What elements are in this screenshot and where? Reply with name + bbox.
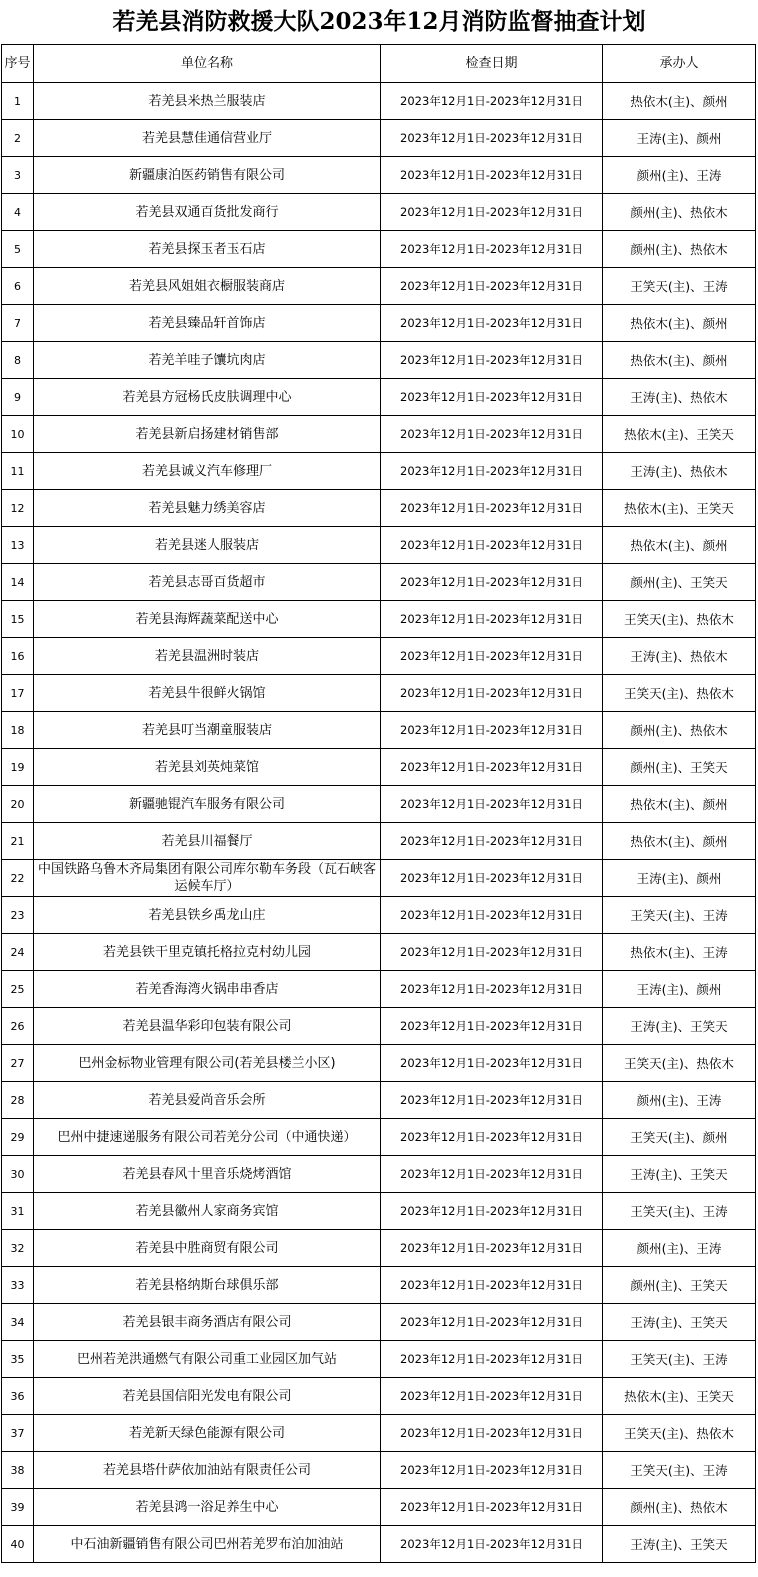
table-row — [2, 601, 756, 638]
person-in-charge-cell: 王笑天(主)、王涛 — [603, 1341, 756, 1378]
unit-name-cell: 新疆驰锟汽车服务有限公司 — [34, 786, 381, 823]
table-body — [2, 83, 756, 1563]
table-row — [2, 379, 756, 416]
person-in-charge-cell: 颜州(主)、热依木 — [603, 712, 756, 749]
unit-name-cell: 若羌县方冠杨氏皮肤调理中心 — [34, 379, 381, 416]
unit-name-cell: 若羌县双通百货批发商行 — [34, 194, 381, 231]
table-row — [2, 1045, 756, 1082]
table-row — [2, 231, 756, 268]
row-number: 38 — [2, 1452, 34, 1489]
row-number: 13 — [2, 527, 34, 564]
table-row — [2, 453, 756, 490]
unit-name-cell: 巴州若羌洪通燃气有限公司重工业园区加气站 — [34, 1341, 381, 1378]
person-in-charge-cell: 颜州(主)、王涛 — [603, 1082, 756, 1119]
person-in-charge-cell: 热依木(主)、王笑天 — [603, 1378, 756, 1415]
check-date-cell: 2023年12月1日-2023年12月31日 — [381, 1415, 603, 1452]
table-row — [2, 305, 756, 342]
row-number: 31 — [2, 1193, 34, 1230]
table-row — [2, 897, 756, 934]
check-date-cell: 2023年12月1日-2023年12月31日 — [381, 1526, 603, 1563]
row-number: 3 — [2, 157, 34, 194]
check-date-cell: 2023年12月1日-2023年12月31日 — [381, 379, 603, 416]
check-date-cell: 2023年12月1日-2023年12月31日 — [381, 675, 603, 712]
unit-name-cell: 若羌县中胜商贸有限公司 — [34, 1230, 381, 1267]
table-row — [2, 1378, 756, 1415]
person-in-charge-cell: 王涛(主)、热依木 — [603, 638, 756, 675]
table-row — [2, 1008, 756, 1045]
table-row — [2, 1526, 756, 1563]
check-date-cell: 2023年12月1日-2023年12月31日 — [381, 564, 603, 601]
check-date-cell: 2023年12月1日-2023年12月31日 — [381, 601, 603, 638]
check-date-cell: 2023年12月1日-2023年12月31日 — [381, 823, 603, 860]
row-number: 21 — [2, 823, 34, 860]
person-in-charge-cell: 王笑天(主)、王涛 — [603, 897, 756, 934]
person-in-charge-cell: 王涛(主)、热依木 — [603, 379, 756, 416]
row-number: 33 — [2, 1267, 34, 1304]
check-date-cell: 2023年12月1日-2023年12月31日 — [381, 1008, 603, 1045]
unit-name-cell: 若羌县爱尚音乐会所 — [34, 1082, 381, 1119]
check-date-cell: 2023年12月1日-2023年12月31日 — [381, 194, 603, 231]
unit-name-cell: 若羌县格纳斯台球俱乐部 — [34, 1267, 381, 1304]
row-number: 4 — [2, 194, 34, 231]
table-row — [2, 83, 756, 120]
row-number: 30 — [2, 1156, 34, 1193]
check-date-cell: 2023年12月1日-2023年12月31日 — [381, 1452, 603, 1489]
check-date-cell: 2023年12月1日-2023年12月31日 — [381, 1193, 603, 1230]
check-date-cell: 2023年12月1日-2023年12月31日 — [381, 157, 603, 194]
row-number: 20 — [2, 786, 34, 823]
row-number: 29 — [2, 1119, 34, 1156]
row-number: 23 — [2, 897, 34, 934]
unit-name-cell: 若羌县徽州人家商务宾馆 — [34, 1193, 381, 1230]
table-row — [2, 1304, 756, 1341]
row-number: 5 — [2, 231, 34, 268]
person-in-charge-cell: 王涛(主)、王笑天 — [603, 1526, 756, 1563]
header-date: 检查日期 — [381, 45, 603, 83]
check-date-cell: 2023年12月1日-2023年12月31日 — [381, 897, 603, 934]
unit-name-cell: 若羌县志哥百货超市 — [34, 564, 381, 601]
unit-name-cell: 若羌县川福餐厅 — [34, 823, 381, 860]
person-in-charge-cell: 热依木(主)、颜州 — [603, 527, 756, 564]
unit-name-cell: 若羌县塔什萨依加油站有限责任公司 — [34, 1452, 381, 1489]
row-number: 2 — [2, 120, 34, 157]
check-date-cell: 2023年12月1日-2023年12月31日 — [381, 934, 603, 971]
table-row — [2, 527, 756, 564]
person-in-charge-cell: 颜州(主)、热依木 — [603, 194, 756, 231]
table-row — [2, 934, 756, 971]
check-date-cell: 2023年12月1日-2023年12月31日 — [381, 83, 603, 120]
person-in-charge-cell: 热依木(主)、颜州 — [603, 786, 756, 823]
person-in-charge-cell: 热依木(主)、王涛 — [603, 934, 756, 971]
check-date-cell: 2023年12月1日-2023年12月31日 — [381, 453, 603, 490]
person-in-charge-cell: 王笑天(主)、王涛 — [603, 1452, 756, 1489]
check-date-cell: 2023年12月1日-2023年12月31日 — [381, 971, 603, 1008]
check-date-cell: 2023年12月1日-2023年12月31日 — [381, 749, 603, 786]
unit-name-cell: 若羌新天绿色能源有限公司 — [34, 1415, 381, 1452]
unit-name-cell: 若羌县新启扬建材销售部 — [34, 416, 381, 453]
check-date-cell: 2023年12月1日-2023年12月31日 — [381, 1119, 603, 1156]
check-date-cell: 2023年12月1日-2023年12月31日 — [381, 416, 603, 453]
check-date-cell: 2023年12月1日-2023年12月31日 — [381, 786, 603, 823]
check-date-cell: 2023年12月1日-2023年12月31日 — [381, 638, 603, 675]
row-number: 18 — [2, 712, 34, 749]
table-row — [2, 1230, 756, 1267]
person-in-charge-cell: 王涛(主)、王笑天 — [603, 1008, 756, 1045]
person-in-charge-cell: 王笑天(主)、热依木 — [603, 675, 756, 712]
row-number: 8 — [2, 342, 34, 379]
row-number: 14 — [2, 564, 34, 601]
row-number: 10 — [2, 416, 34, 453]
check-date-cell: 2023年12月1日-2023年12月31日 — [381, 1230, 603, 1267]
unit-name-cell: 若羌香海湾火锅串串香店 — [34, 971, 381, 1008]
person-in-charge-cell: 热依木(主)、王笑天 — [603, 490, 756, 527]
check-date-cell: 2023年12月1日-2023年12月31日 — [381, 305, 603, 342]
table-row — [2, 268, 756, 305]
person-in-charge-cell: 颜州(主)、王笑天 — [603, 564, 756, 601]
person-in-charge-cell: 王笑天(主)、热依木 — [603, 601, 756, 638]
row-number: 28 — [2, 1082, 34, 1119]
unit-name-cell: 若羌县国信阳光发电有限公司 — [34, 1378, 381, 1415]
person-in-charge-cell: 王笑天(主)、热依木 — [603, 1045, 756, 1082]
person-in-charge-cell: 颜州(主)、王笑天 — [603, 1267, 756, 1304]
row-number: 39 — [2, 1489, 34, 1526]
person-in-charge-cell: 王笑天(主)、颜州 — [603, 1119, 756, 1156]
header-seq: 序号 — [2, 45, 34, 83]
row-number: 22 — [2, 860, 34, 897]
inspection-plan-table — [1, 44, 756, 1563]
person-in-charge-cell: 颜州(主)、热依木 — [603, 231, 756, 268]
person-in-charge-cell: 热依木(主)、颜州 — [603, 342, 756, 379]
row-number: 12 — [2, 490, 34, 527]
check-date-cell: 2023年12月1日-2023年12月31日 — [381, 1341, 603, 1378]
table-row — [2, 1341, 756, 1378]
table-row — [2, 675, 756, 712]
row-number: 36 — [2, 1378, 34, 1415]
table-row — [2, 971, 756, 1008]
unit-name-cell: 若羌县海辉蔬菜配送中心 — [34, 601, 381, 638]
unit-name-cell: 若羌县刘英炖菜馆 — [34, 749, 381, 786]
row-number: 32 — [2, 1230, 34, 1267]
unit-name-cell: 若羌县铁干里克镇托格拉克村幼儿园 — [34, 934, 381, 971]
person-in-charge-cell: 颜州(主)、王笑天 — [603, 749, 756, 786]
table-row — [2, 490, 756, 527]
row-number: 25 — [2, 971, 34, 1008]
unit-name-cell: 若羌县鸿一浴足养生中心 — [34, 1489, 381, 1526]
unit-name-cell: 若羌羊哇子馕坑肉店 — [34, 342, 381, 379]
check-date-cell: 2023年12月1日-2023年12月31日 — [381, 1082, 603, 1119]
row-number: 9 — [2, 379, 34, 416]
row-number: 24 — [2, 934, 34, 971]
unit-name-cell: 若羌县叮当潮童服装店 — [34, 712, 381, 749]
table-row — [2, 1452, 756, 1489]
person-in-charge-cell: 王笑天(主)、王涛 — [603, 268, 756, 305]
check-date-cell: 2023年12月1日-2023年12月31日 — [381, 1304, 603, 1341]
person-in-charge-cell: 王涛(主)、颜州 — [603, 971, 756, 1008]
person-in-charge-cell: 热依木(主)、颜州 — [603, 823, 756, 860]
row-number: 6 — [2, 268, 34, 305]
person-in-charge-cell: 热依木(主)、王笑天 — [603, 416, 756, 453]
unit-name-cell: 若羌县风姐姐衣橱服装商店 — [34, 268, 381, 305]
table-row — [2, 564, 756, 601]
person-in-charge-cell: 王涛(主)、热依木 — [603, 453, 756, 490]
check-date-cell: 2023年12月1日-2023年12月31日 — [381, 268, 603, 305]
table-row — [2, 712, 756, 749]
person-in-charge-cell: 王笑天(主)、热依木 — [603, 1415, 756, 1452]
table-row — [2, 1415, 756, 1452]
table-row — [2, 120, 756, 157]
unit-name-cell: 若羌县米热兰服装店 — [34, 83, 381, 120]
unit-name-cell: 中石油新疆销售有限公司巴州若羌罗布泊加油站 — [34, 1526, 381, 1563]
row-number: 19 — [2, 749, 34, 786]
table-row — [2, 1156, 756, 1193]
check-date-cell: 2023年12月1日-2023年12月31日 — [381, 712, 603, 749]
row-number: 40 — [2, 1526, 34, 1563]
person-in-charge-cell: 王涛(主)、颜州 — [603, 120, 756, 157]
row-number: 7 — [2, 305, 34, 342]
unit-name-cell: 中国铁路乌鲁木齐局集团有限公司库尔勒车务段（瓦石峡客运候车厅） — [34, 860, 381, 897]
person-in-charge-cell: 颜州(主)、热依木 — [603, 1489, 756, 1526]
table-row — [2, 786, 756, 823]
unit-name-cell: 巴州金标物业管理有限公司(若羌县楼兰小区) — [34, 1045, 381, 1082]
table-row — [2, 823, 756, 860]
check-date-cell: 2023年12月1日-2023年12月31日 — [381, 1489, 603, 1526]
unit-name-cell: 若羌县温洲时装店 — [34, 638, 381, 675]
row-number: 34 — [2, 1304, 34, 1341]
row-number: 1 — [2, 83, 34, 120]
unit-name-cell: 若羌县温华彩印包装有限公司 — [34, 1008, 381, 1045]
check-date-cell: 2023年12月1日-2023年12月31日 — [381, 1156, 603, 1193]
table-row — [2, 342, 756, 379]
table-row — [2, 860, 756, 897]
check-date-cell: 2023年12月1日-2023年12月31日 — [381, 231, 603, 268]
table-row — [2, 1082, 756, 1119]
row-number: 27 — [2, 1045, 34, 1082]
table-row — [2, 1489, 756, 1526]
unit-name-cell: 新疆康泊医药销售有限公司 — [34, 157, 381, 194]
table-row — [2, 157, 756, 194]
unit-name-cell: 若羌县迷人服装店 — [34, 527, 381, 564]
row-number: 35 — [2, 1341, 34, 1378]
row-number: 16 — [2, 638, 34, 675]
check-date-cell: 2023年12月1日-2023年12月31日 — [381, 1378, 603, 1415]
check-date-cell: 2023年12月1日-2023年12月31日 — [381, 490, 603, 527]
check-date-cell: 2023年12月1日-2023年12月31日 — [381, 342, 603, 379]
unit-name-cell: 若羌县春风十里音乐烧烤酒馆 — [34, 1156, 381, 1193]
unit-name-cell: 巴州中捷速递服务有限公司若羌分公司（中通快递） — [34, 1119, 381, 1156]
document-title: 若羌县消防救援大队2023年12月消防监督抽查计划 — [112, 8, 646, 35]
table-row — [2, 416, 756, 453]
row-number: 37 — [2, 1415, 34, 1452]
unit-name-cell: 若羌县银丰商务酒店有限公司 — [34, 1304, 381, 1341]
table-row — [2, 638, 756, 675]
header-person: 承办人 — [603, 45, 756, 83]
row-number: 11 — [2, 453, 34, 490]
check-date-cell: 2023年12月1日-2023年12月31日 — [381, 120, 603, 157]
table-row — [2, 1193, 756, 1230]
row-number: 26 — [2, 1008, 34, 1045]
person-in-charge-cell: 热依木(主)、颜州 — [603, 305, 756, 342]
table-row — [2, 1267, 756, 1304]
unit-name-cell: 若羌县牛很鲜火锅馆 — [34, 675, 381, 712]
person-in-charge-cell: 热依木(主)、颜州 — [603, 83, 756, 120]
unit-name-cell: 若羌县魅力绣美容店 — [34, 490, 381, 527]
unit-name-cell: 若羌县臻品轩首饰店 — [34, 305, 381, 342]
check-date-cell: 2023年12月1日-2023年12月31日 — [381, 1045, 603, 1082]
row-number: 17 — [2, 675, 34, 712]
check-date-cell: 2023年12月1日-2023年12月31日 — [381, 1267, 603, 1304]
header-unit: 单位名称 — [34, 45, 381, 83]
person-in-charge-cell: 颜州(主)、王涛 — [603, 157, 756, 194]
person-in-charge-cell: 王涛(主)、王笑天 — [603, 1304, 756, 1341]
unit-name-cell: 若羌县慧佳通信营业厅 — [34, 120, 381, 157]
row-number: 15 — [2, 601, 34, 638]
unit-name-cell: 若羌县诚义汽车修理厂 — [34, 453, 381, 490]
person-in-charge-cell: 王涛(主)、王笑天 — [603, 1156, 756, 1193]
person-in-charge-cell: 王涛(主)、颜州 — [603, 860, 756, 897]
check-date-cell: 2023年12月1日-2023年12月31日 — [381, 527, 603, 564]
check-date-cell: 2023年12月1日-2023年12月31日 — [381, 860, 603, 897]
table-row — [2, 194, 756, 231]
table-row — [2, 749, 756, 786]
person-in-charge-cell: 王笑天(主)、王涛 — [603, 1193, 756, 1230]
unit-name-cell: 若羌县铁乡禹龙山庄 — [34, 897, 381, 934]
unit-name-cell: 若羌县探玉者玉石店 — [34, 231, 381, 268]
person-in-charge-cell: 颜州(主)、王涛 — [603, 1230, 756, 1267]
table-row — [2, 1119, 756, 1156]
table-header-row — [2, 45, 756, 83]
